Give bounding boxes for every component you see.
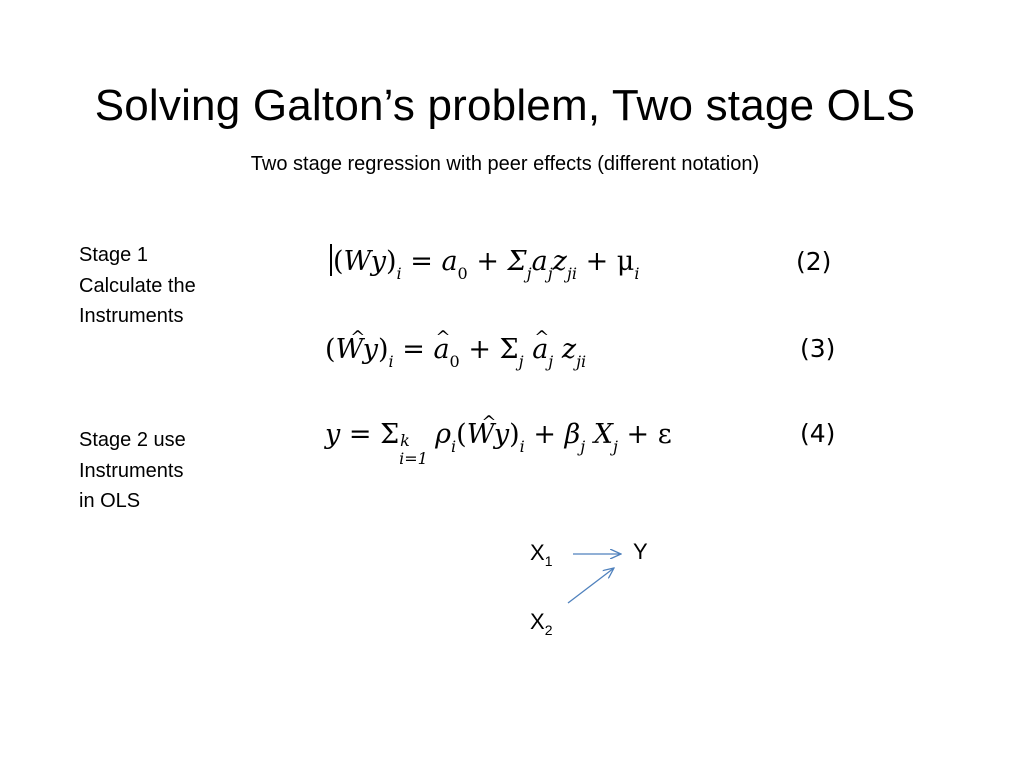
stage-1-line-3: Instruments (79, 305, 184, 327)
eq3-lhs-subscript: i (388, 352, 394, 371)
eq4-sigma: Σ (380, 419, 400, 450)
stage-1-label (79, 240, 196, 332)
eq4-wy-hat: ^ Wy (467, 415, 509, 455)
eq2-a0-subscript: 0 (457, 264, 468, 283)
equation-3-number: (3) (800, 334, 836, 363)
equation-4 (325, 415, 672, 467)
x2-label: X (530, 609, 545, 634)
eq3-sigma: Σ (499, 334, 519, 365)
slide-subtitle: Two stage regression with peer effects (different notation) (250, 153, 760, 175)
eq2-sigma: Σ (507, 246, 527, 277)
stage-2-line-2: Instruments (79, 459, 184, 482)
eq2-aj-subscript: j (547, 264, 553, 283)
stage-1-line-1: Stage 1 (79, 244, 148, 266)
eq2-z-subscript: ji (566, 264, 577, 283)
stage-2-label (79, 425, 186, 517)
eq3-plus: + (459, 334, 500, 365)
eq2-lhs-subscript: i (396, 264, 402, 283)
diagram-y: Y (633, 539, 648, 564)
diagram-x1 (530, 539, 552, 575)
eq3-sigma-subscript: j (518, 352, 524, 371)
eq2-a0: a (441, 246, 458, 277)
eq2-plus-1: + (467, 246, 508, 277)
x2-subscript: 2 (544, 622, 553, 638)
eq4-plus-1: + (524, 419, 565, 450)
eq3-z-subscript: ji (576, 352, 587, 371)
eq4-plus-2: + (617, 419, 658, 450)
eq4-close-paren: ) (509, 419, 520, 450)
eq3-a0-subscript: 0 (449, 352, 460, 371)
equation-2 (330, 242, 639, 294)
eq4-beta-subscript: j (580, 437, 586, 456)
eq3-close-paren: ) (377, 334, 389, 365)
x1-label: X (530, 540, 545, 565)
eq2-mu: μ (616, 246, 635, 277)
eq4-x-subscript: j (613, 437, 618, 456)
eq4-paren-subscript: i (519, 437, 525, 456)
eq4-open-paren: ( (456, 419, 467, 450)
eq4-beta: β (564, 419, 581, 450)
arrow-x2-to-y (568, 568, 614, 603)
x1-subscript: 1 (544, 553, 553, 569)
eq4-equals: = (340, 419, 381, 450)
eq4-y: y (325, 419, 341, 450)
eq4-sigma-subscript: i=1 (399, 449, 428, 468)
eq2-close-paren: ) (385, 246, 397, 277)
eq2-z: z (552, 246, 567, 277)
eq4-rho: ρ (435, 419, 452, 450)
text-cursor (330, 244, 332, 276)
eq3-equals: = (393, 334, 434, 365)
eq4-sigma-superscript: k (400, 431, 410, 450)
stage-2-line-3: in OLS (79, 490, 141, 512)
equation-3 (325, 330, 586, 382)
eq2-open-paren: ( (333, 246, 344, 277)
eq4-epsilon: ε (657, 419, 672, 450)
stage-1-line-2: Calculate the (79, 274, 196, 297)
eq4-x: X (593, 419, 613, 450)
eq2-plus-2: + (576, 246, 617, 277)
diagram-x2 (530, 608, 552, 644)
eq3-open-paren: ( (325, 334, 336, 365)
eq3-z: z (561, 334, 577, 365)
eq2-sigma-subscript: j (526, 264, 532, 283)
eq2-mu-subscript: i (634, 264, 640, 283)
eq2-equals: = (401, 246, 442, 277)
eq3-a0-hat: ^ a (433, 330, 449, 370)
stage-2-line-1: Stage 2 use (79, 429, 186, 451)
eq4-rho-subscript: i (451, 437, 457, 456)
eq3-aj-subscript: j (548, 352, 554, 371)
eq2-lhs-var: Wy (343, 246, 386, 277)
eq3-aj-hat: ^ a (532, 330, 548, 370)
eq2-aj: a (531, 246, 548, 277)
slide-title: Solving Galton’s problem, Two stage OLS (94, 81, 916, 130)
eq3-lhs-var-hat: ^ Wy (336, 330, 378, 370)
equation-4-number: (4) (800, 419, 836, 448)
equation-2-number: (2) (796, 247, 832, 276)
